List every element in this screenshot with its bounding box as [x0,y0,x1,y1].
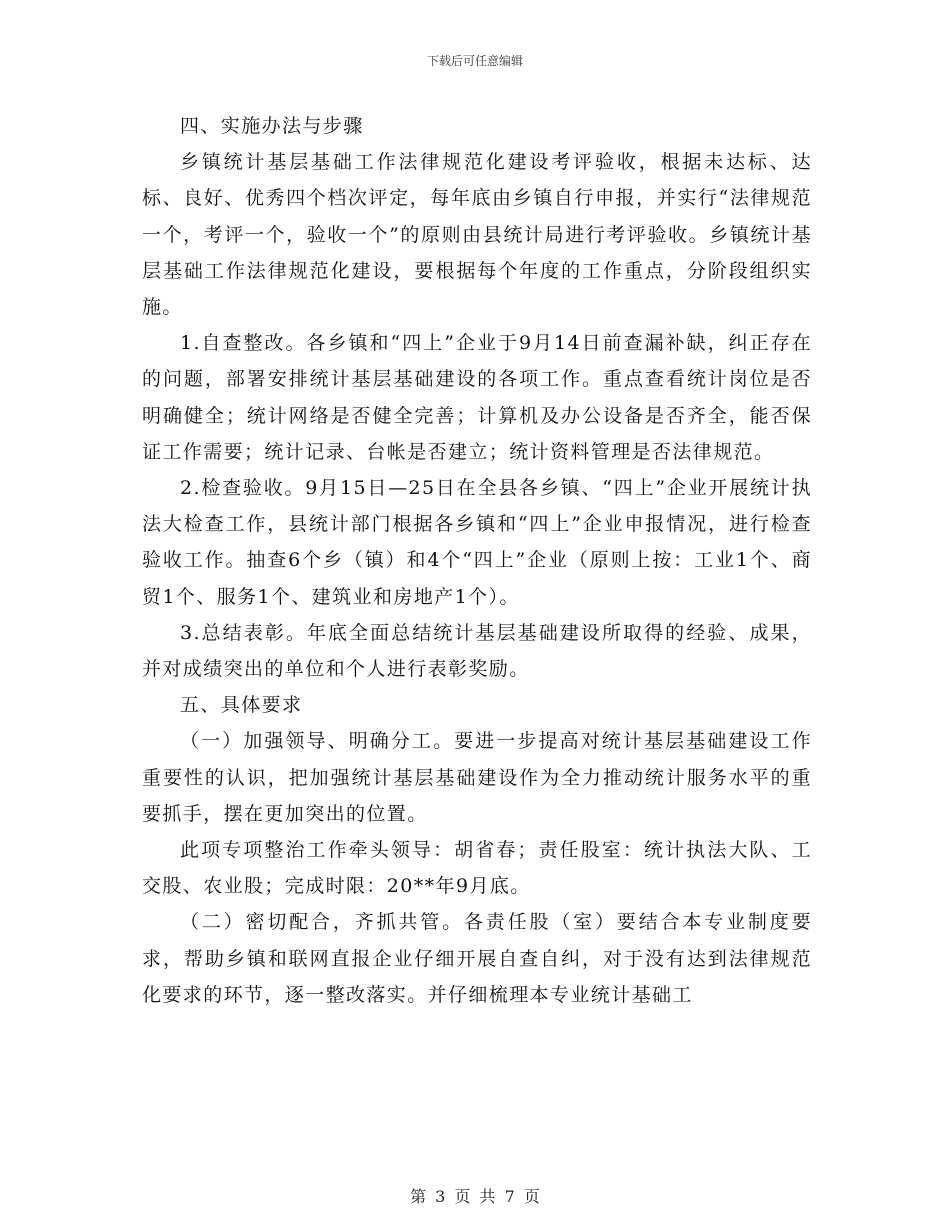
section-heading-4: 四、实施办法与步骤 [180,115,364,137]
paragraph: 3.总结表彰。年底全面总结统计基层基础建设所取得的经验、成果，并对成绩突出的单位和个人进行表彰奖励。 [142,621,812,681]
paragraph: 此项专项整治工作牵头领导：胡省春；责任股室：统计执法大队、工交股、农业股；完成时限：20**年9月底。 [142,839,812,898]
paragraph: 1.自查整改。各乡镇和“四上”企业于9月14日前查漏补缺，纠正存在的问题，部署安排统计基层基础建设的各项工作。重点查看统计岗位是否明确健全；统计网络是否健全完善；计算机及办公设备是否齐全，能否保证工作需要；统计记录、台帐是否建立；统计资料管理是否法律规范。 [142,332,812,463]
paragraph: 2.检查验收。9月15日—25日在全县各乡镇、“四上”企业开展统计执法大检查工作，县统计部门根据各乡镇和“四上”企业申报情况，进行检查验收工作。抽查6个乡（镇）和4个“四上”企业（原则上按：工业1个、商贸1个、服务1个、建筑业和房地产1个）。 [142,477,812,608]
paragraph: 乡镇统计基层基础工作法律规范化建设考评验收，根据未达标、达标、良好、优秀四个档次评定，每年底由乡镇自行申报，并实行“法律规范一个，考评一个，验收一个”的原则由县统计局进行考评验收。乡镇统计基层基础工作法律规范化建设，要根据每个年度的工作重点，分阶段组织实施。 [142,151,812,319]
document-body [142,108,812,1013]
paragraph: （二）密切配合，齐抓共管。各责任股（室）要结合本专业制度要求，帮助乡镇和联网直报企业仔细开展自查自纠，对于没有达到法律规范化要求的环节，逐一整改落实。并仔细梳理本专业统计基础工 [142,911,812,1006]
page-header: 下载后可任意编辑 [426,54,523,68]
section-heading-5: 五、具体要求 [180,694,303,717]
page-number-footer: 第 3 页 共 7 页 [410,1187,540,1206]
paragraph: （一）加强领导、明确分工。要进一步提高对统计基层基础建设工作重要性的认识，把加强统计基层基础建设作为全力推动统计服务水平的重要抓手，摆在更加突出的位置。 [142,730,812,825]
